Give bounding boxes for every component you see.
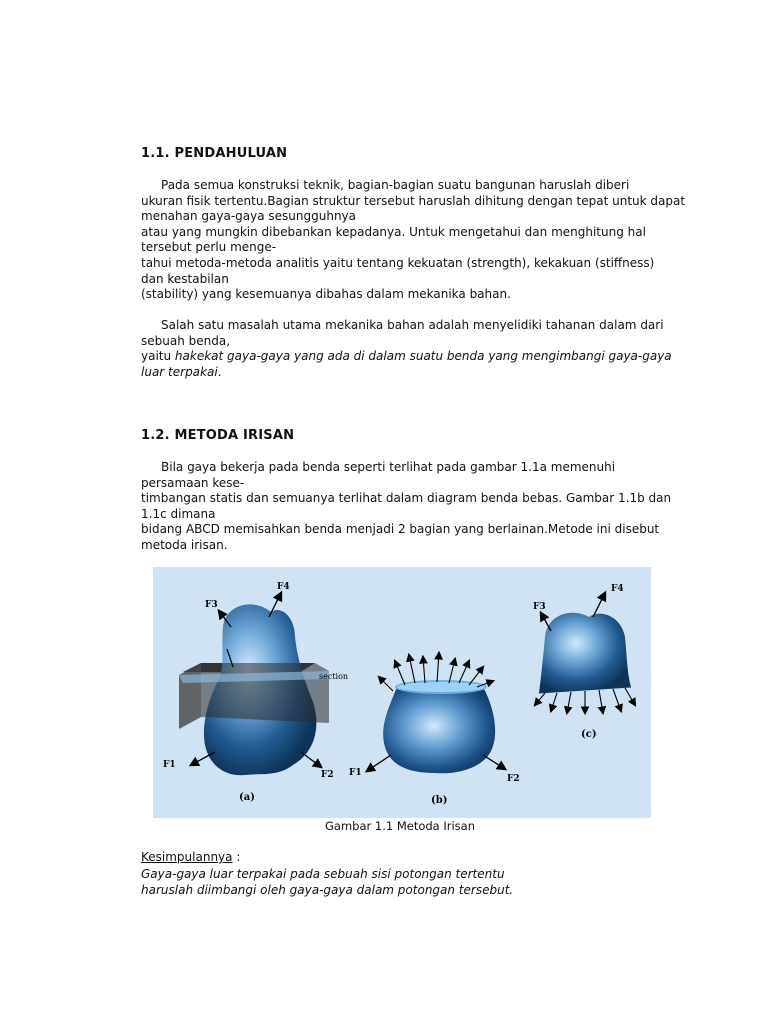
text-line: ukuran fisik tertentu.Bagian struktur tersebut haruslah dihitung dengan tepat untuk dapat: [141, 193, 686, 208]
text-normal: .: [217, 364, 222, 379]
label-f2-b: F2: [507, 774, 520, 784]
label-f2-a: F2: [321, 770, 334, 780]
text-line: metoda irisan.: [141, 537, 228, 552]
label-a: (a): [239, 792, 255, 803]
text-line: tahui metoda-metoda analitis yaitu tentang kekuatan (strength), kekakuan (stiffness): [141, 255, 655, 270]
text-line: [141, 349, 672, 365]
text-line: haruslah diimbangi oleh gaya-gaya dalam potongan tersebut.: [141, 883, 514, 897]
conclusion-colon: :: [232, 850, 241, 864]
label-f1-a: F1: [163, 760, 176, 770]
section-heading-metoda-irisan: 1.2. METODA IRISAN: [141, 428, 295, 443]
label-f3-c: F3: [533, 602, 546, 612]
label-f4-a: F4: [277, 582, 290, 592]
text-line: Bila gaya bekerja pada benda seperti terlihat pada gambar 1.1a memenuhi: [161, 460, 616, 474]
text-line: dan kestabilan: [141, 271, 229, 286]
text-line: sebuah benda,: [141, 333, 231, 348]
paragraph-pendahuluan-2: [141, 318, 672, 380]
text-line: bidang ABCD memisahkan benda menjadi 2 bagian yang berlainan.Metode ini disebut: [141, 522, 660, 537]
text-italic: luar terpakai: [141, 364, 218, 379]
text-line: Pada semua konstruksi teknik, bagian-bagian suatu bangunan haruslah diberi: [161, 178, 630, 192]
paragraph-metoda-irisan: [141, 460, 672, 554]
label-b: (b): [431, 795, 448, 806]
label-f4-c: F4: [611, 584, 624, 594]
figure-a: [163, 582, 348, 803]
text-line: persamaan kese-: [141, 475, 245, 490]
label-f1-b: F1: [349, 768, 362, 778]
text-line: atau yang mungkin dibebankan kepadanya. Untuk mengetahui dan menghitung hal: [141, 224, 646, 239]
label-section: section: [319, 672, 349, 681]
label-c: (c): [581, 729, 597, 740]
text-line: Gaya-gaya luar terpakai pada sebuah sisi potongan tertentu: [141, 867, 505, 881]
figure-illustration: [153, 567, 651, 818]
text-line: Salah satu masalah utama mekanika bahan adalah menyelidiki tahanan dalam dari: [161, 318, 664, 332]
text-line: [141, 365, 661, 381]
conclusion-text: [141, 866, 513, 898]
conclusion-label: [141, 850, 240, 864]
figure-metoda-irisan: [153, 567, 651, 818]
text-line: 1.1c dimana: [141, 506, 216, 521]
text-line: menahan gaya-gaya sesungguhnya: [141, 209, 357, 224]
text-italic: hakekat gaya-gaya yang ada di dalam suatu benda yang mengimbangi gaya-gaya: [174, 349, 672, 364]
text-line: (stability) yang kesemuanya dibahas dalam mekanika bahan.: [141, 287, 511, 302]
figure-caption: Gambar 1.1 Metoda Irisan: [324, 819, 476, 833]
label-f3-a: F3: [205, 600, 218, 610]
paragraph-pendahuluan-1: [141, 178, 686, 303]
text-normal: yaitu: [141, 349, 175, 364]
text-line: timbangan statis dan semuanya terlihat dalam diagram benda bebas. Gambar 1.1b dan: [141, 491, 672, 506]
conclusion-label-text: Kesimpulannya: [141, 850, 233, 864]
figure-b: [349, 653, 520, 806]
section-heading-pendahuluan: 1.1. PENDAHULUAN: [141, 146, 288, 161]
figure-c: [533, 584, 635, 740]
text-line: tersebut perlu menge-: [141, 240, 277, 255]
